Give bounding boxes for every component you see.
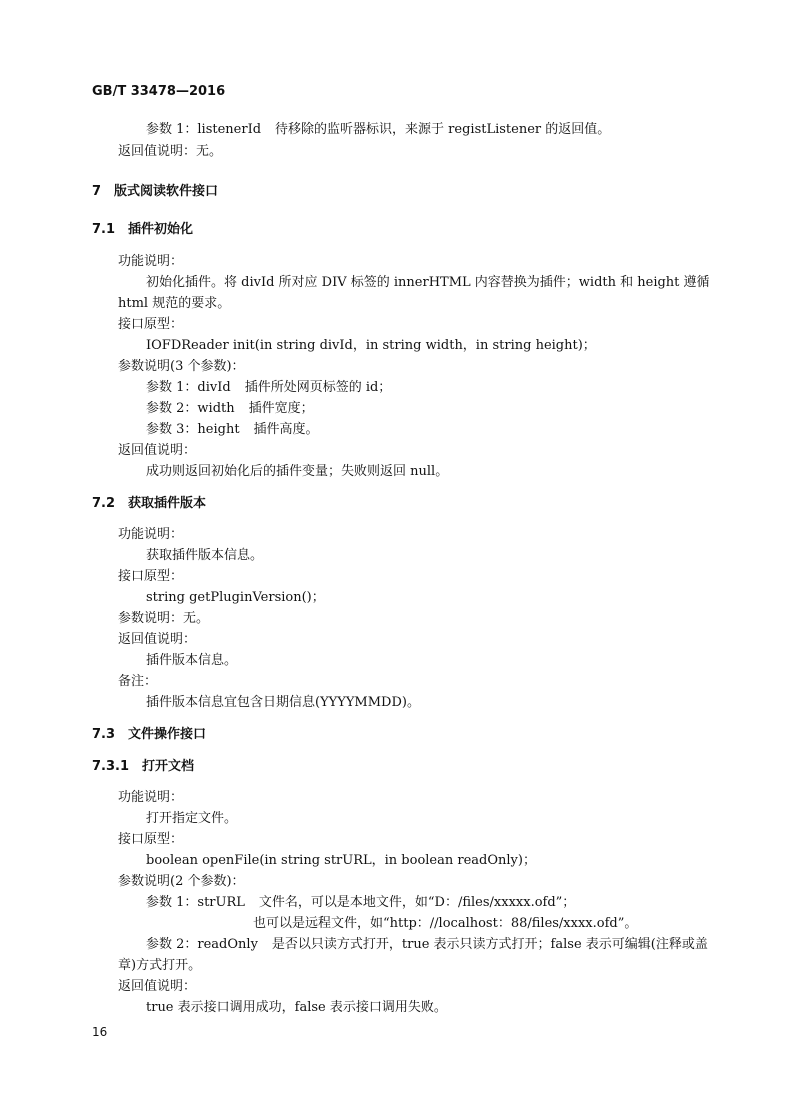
label-line: 功能说明：	[118, 527, 184, 542]
body-line: 打开指定文件。	[146, 811, 238, 826]
param-desc-continuation: 章)方式打开。	[118, 958, 202, 973]
label-line: 功能说明：	[118, 254, 184, 269]
section-heading-7: 7 版式阅读软件接口	[92, 184, 219, 199]
label-line: 功能说明：	[118, 790, 184, 805]
param-desc: 文件名，可以是本地文件，如“D：/files/xxxxx.ofd”；	[258, 895, 576, 910]
standard-number-header: GB/T 33478—2016	[92, 84, 226, 99]
param-name: 参数 1：divId	[146, 380, 231, 395]
code-line: boolean openFile(in string strURL，in boolean readOnly)；	[146, 853, 536, 868]
param-line	[146, 937, 708, 953]
param-line	[146, 380, 391, 396]
param-desc: 待移除的监听器标识，来源于 registListener 的返回值。	[275, 122, 611, 137]
label-line: 返回值说明：	[118, 979, 197, 994]
return-line: 返回值说明：无。	[118, 144, 223, 159]
label-line: 接口原型：	[118, 317, 184, 332]
param-name: 参数 2：readOnly	[146, 937, 258, 952]
param-line	[146, 401, 314, 417]
label-line: 返回值说明：	[118, 632, 197, 647]
label-line: 接口原型：	[118, 832, 184, 847]
code-line: string getPluginVersion()；	[146, 590, 325, 605]
page-number: 16	[92, 1025, 108, 1039]
code-line: IOFDReader init(in string divId，in string width，in string height)；	[146, 338, 596, 353]
body-line: 插件版本信息。	[146, 653, 238, 668]
body-line: 插件版本信息宜包含日期信息(YYYYMMDD)。	[146, 695, 420, 710]
body-line: 参数说明：无。	[118, 611, 210, 626]
param-name: 参数 1：strURL	[146, 895, 245, 910]
body-line: 成功则返回初始化后的插件变量；失败则返回 null。	[146, 464, 449, 479]
body-line: 获取插件版本信息。	[146, 548, 264, 563]
param-desc: 插件高度。	[253, 422, 319, 437]
label-line: 参数说明(2 个参数)：	[118, 874, 245, 889]
param-desc: 插件所处网页标签的 id；	[244, 380, 392, 395]
section-heading-7-3-1: 7.3.1 打开文档	[92, 759, 195, 774]
label-line: 参数说明(3 个参数)：	[118, 359, 245, 374]
param-name: 参数 3：height	[146, 422, 240, 437]
label-line: 备注：	[118, 674, 158, 689]
body-line: 初始化插件。将 divId 所对应 DIV 标签的 innerHTML 内容替换为插件；width 和 height 遵循	[146, 275, 710, 290]
section-heading-7-2: 7.2 获取插件版本	[92, 496, 207, 511]
label-line: 接口原型：	[118, 569, 184, 584]
body-line: html 规范的要求。	[118, 296, 231, 311]
param-line	[146, 895, 575, 911]
param-desc-continuation: 也可以是远程文件，如“http：//localhost：88/files/xxxx.ofd”。	[253, 916, 638, 931]
section-heading-7-1: 7.1 插件初始化	[92, 222, 194, 237]
param-line	[146, 122, 610, 138]
param-name: 参数 2：width	[146, 401, 235, 416]
section-heading-7-3: 7.3 文件操作接口	[92, 727, 207, 742]
param-desc: 是否以只读方式打开，true 表示只读方式打开；false 表示可编辑(注释或盖	[271, 937, 708, 952]
body-line: true 表示接口调用成功，false 表示接口调用失败。	[146, 1000, 447, 1015]
param-line	[146, 422, 319, 438]
param-desc: 插件宽度；	[248, 401, 314, 416]
label-line: 返回值说明：	[118, 443, 197, 458]
param-name: 参数 1：listenerId	[146, 122, 262, 137]
